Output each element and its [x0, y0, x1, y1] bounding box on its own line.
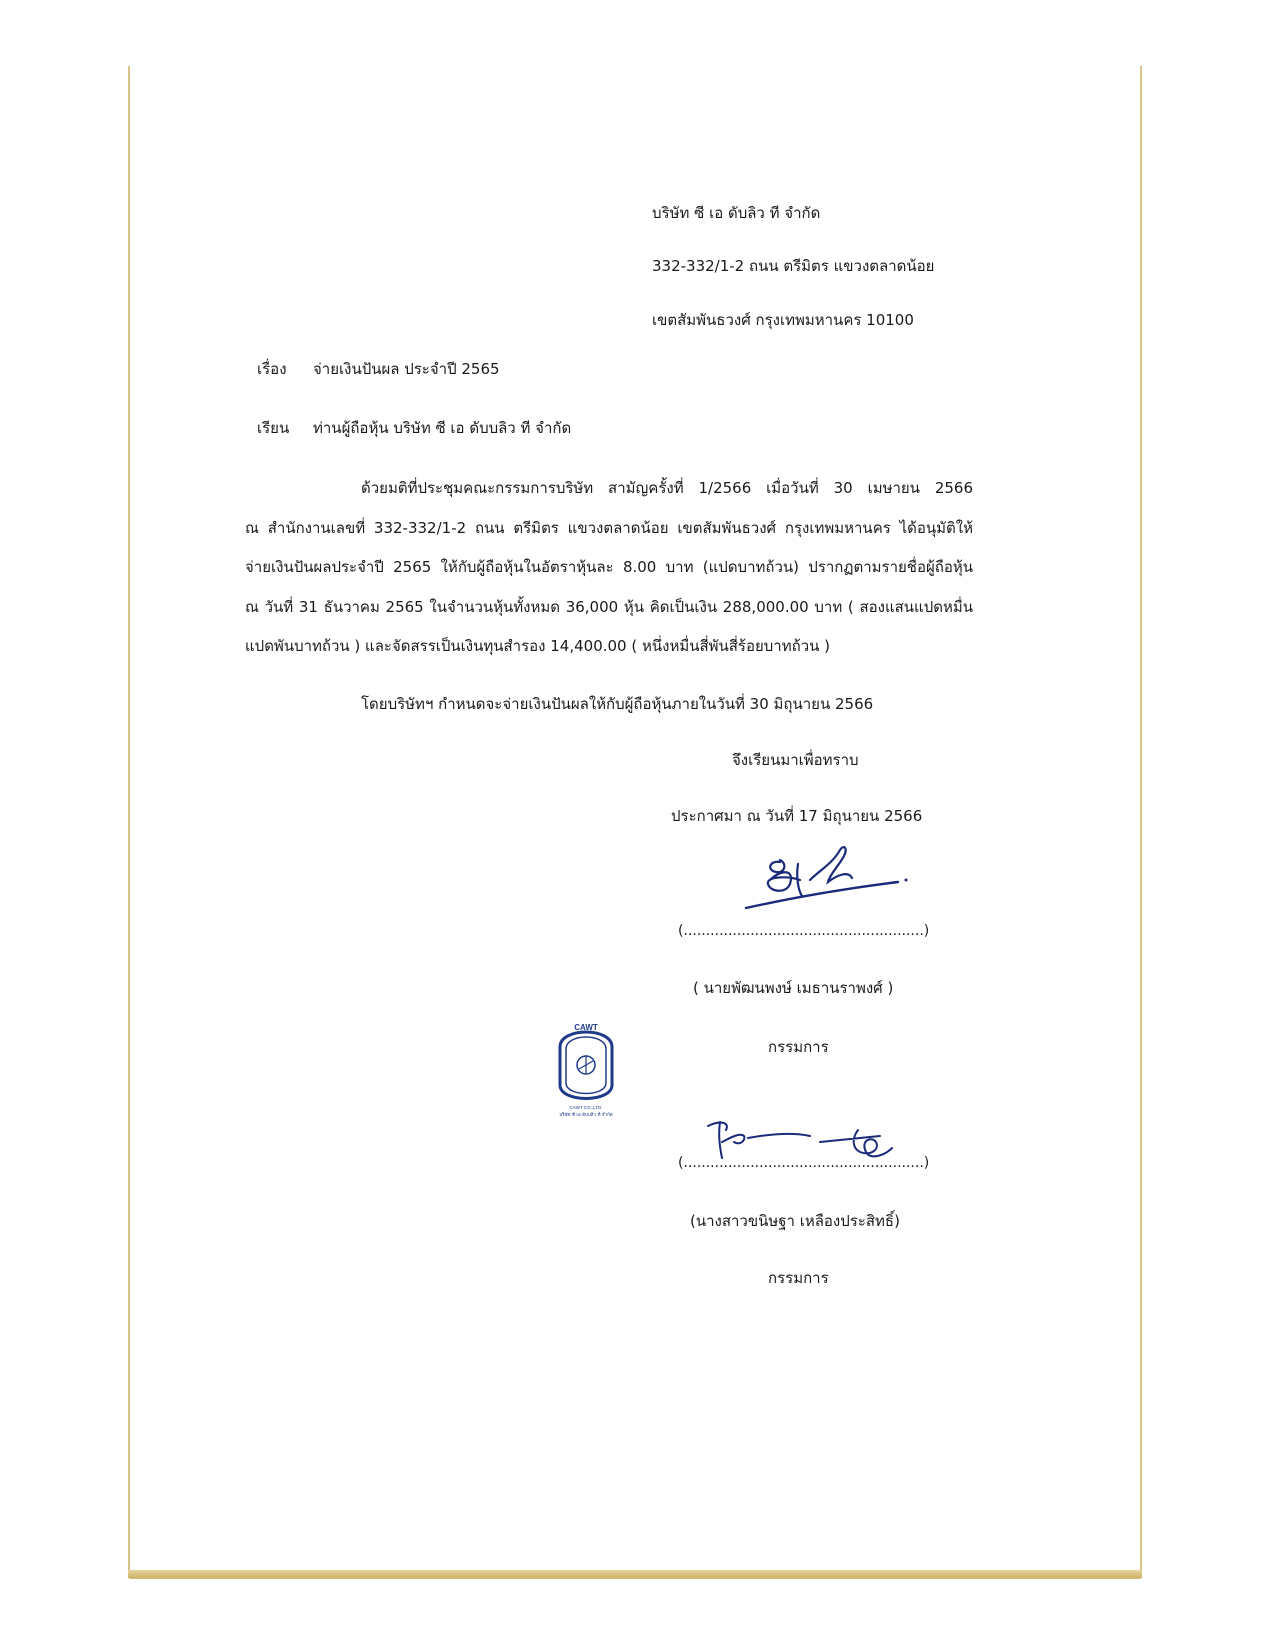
company-name: บริษัท ซี เอ ดับลิว ที จำกัด: [652, 204, 821, 222]
svg-text:บริษัท ซี เอ ดับบลิว ที จำกัด: บริษัท ซี เอ ดับบลิว ที จำกัด: [559, 1113, 613, 1117]
signatory-2-name: (นางสาวขนิษฐา เหลืองประสิทธิ์): [690, 1212, 900, 1230]
announcement-date: ประกาศมา ณ วันที่ 17 มิถุนายน 2566: [671, 807, 923, 825]
company-address-line2: เขตสัมพันธวงศ์ กรุงเทพมหานคร 10100: [652, 311, 914, 329]
body-line-1: ด้วยมติที่ประชุมคณะกรรมการบริษัท สามัญครั้งที่ 1/2566 เมื่อวันที่ 30 เมษายน 2566: [361, 479, 973, 497]
signature-line-2: (......................................................): [678, 1155, 930, 1171]
document-page: [128, 66, 1142, 1574]
svg-text:CAWT CO.,LTD.: CAWT CO.,LTD.: [569, 1105, 603, 1110]
signatory-1-title: กรรมการ: [768, 1038, 829, 1056]
body-line-3: จ่ายเงินปันผลประจำปี 2565 ให้กับผู้ถือหุ้นในอัตราหุ้นละ 8.00 บาท (แปดบาทถ้วน) ปรากฏตามรายชื่อผู้ถือหุ้น: [245, 558, 973, 576]
to-text: ท่านผู้ถือหุ้น บริษัท ซี เอ ดับบลิว ที จำกัด: [313, 419, 572, 437]
subject-text: จ่ายเงินปันผล ประจำปี 2565: [313, 360, 500, 378]
company-address-line1: 332-332/1-2 ถนน ตรีมิตร แขวงตลาดน้อย: [652, 257, 935, 275]
subject-label: เรื่อง: [257, 360, 287, 378]
signature-line-1: (......................................................): [678, 923, 930, 939]
signatory-1-name: ( นายพัฒนพงษ์ เมธานราพงศ์ ): [693, 979, 894, 997]
body-line-5: แปดพันบาทถ้วน ) และจัดสรรเป็นเงินทุนสำรอง 14,400.00 ( หนึ่งหมื่นสี่พันสี่ร้อยบาทถ้วน ): [245, 637, 830, 655]
page-edge: [128, 1570, 1142, 1578]
body-line-4: ณ วันที่ 31 ธันวาคม 2565 ในจำนวนหุ้นทั้งหมด 36,000 หุ้น คิดเป็นเงิน 288,000.00 บาท ( สองแสนแปดหมื่น: [245, 598, 973, 616]
signature-1: [740, 840, 920, 920]
body-line-2: ณ สำนักงานเลขที่ 332-332/1-2 ถนน ตรีมิตร แขวงตลาดน้อย เขตสัมพันธวงศ์ กรุงเทพมหานคร ได้อนุมัติให้: [245, 519, 973, 537]
svg-text:CAWT: CAWT: [574, 1023, 598, 1032]
signatory-2-title: กรรมการ: [768, 1269, 829, 1287]
body-paragraph-2: โดยบริษัทฯ กำหนดจะจ่ายเงินปันผลให้กับผู้ถือหุ้นภายในวันที่ 30 มิถุนายน 2566: [361, 695, 874, 713]
to-label: เรียน: [257, 419, 290, 437]
company-seal-logo: [552, 1017, 620, 1117]
closing-text: จึงเรียนมาเพื่อทราบ: [732, 751, 859, 769]
